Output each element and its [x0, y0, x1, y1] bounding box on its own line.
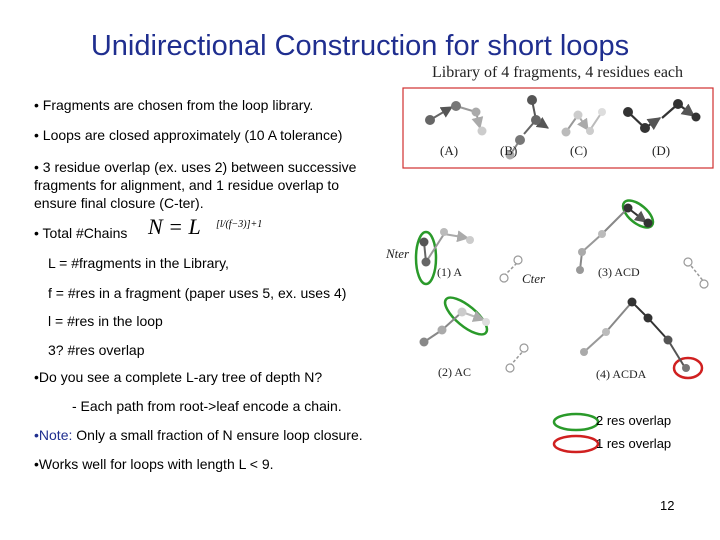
- panel-label-1: (1) A: [437, 265, 462, 279]
- fragment-label-d: (D): [652, 143, 671, 158]
- slide-title: Unidirectional Construction for short loops: [90, 30, 630, 62]
- bullet-overlap-3: ensure final closure (C-ter).: [34, 195, 204, 211]
- def-l: l = #res in the loop: [48, 313, 163, 329]
- fragment-label-b: (B): [500, 143, 518, 158]
- bullet-closure: • Loops are closed approximately (10 A tolerance): [34, 127, 343, 143]
- note-label: •Note:: [34, 427, 73, 443]
- fragment-c: [562, 108, 607, 137]
- fragment-a: [425, 101, 487, 136]
- def-L: L = #fragments in the Library,: [48, 255, 229, 271]
- legend-red-label: 1 res overlap: [596, 436, 672, 451]
- bullet-overlap-1: • 3 residue overlap (ex. uses 2) between successive: [34, 159, 357, 175]
- panel-2-ac: [420, 292, 529, 372]
- library-caption: Library of 4 fragments, 4 residues each: [432, 64, 684, 81]
- panel-label-2: (2) AC: [438, 365, 471, 379]
- bullet-fragments: • Fragments are chosen from the loop library.: [34, 97, 314, 113]
- bullet-length: •Works well for loops with length L < 9.: [34, 456, 274, 472]
- cter-label: Cter: [522, 271, 546, 286]
- def-overlap: 3? #res overlap: [48, 342, 145, 358]
- nter-label: Nter: [386, 246, 410, 261]
- page-number: 12: [660, 498, 675, 513]
- panel-label-3: (3) ACD: [598, 265, 640, 279]
- bullet-overlap-2: fragments for alignment, and 1 residue overlap to: [34, 177, 340, 193]
- panel-label-4: (4) ACDA: [596, 367, 647, 381]
- formula-exponent: [l/(f−3)]+1: [216, 219, 263, 230]
- panel-1-a: [416, 228, 522, 284]
- panel-4-acda: [580, 298, 702, 379]
- fragment-label-c: (C): [570, 143, 588, 158]
- bullet-tree-question: •Do you see a complete L-ary tree of depth N?: [34, 369, 323, 385]
- legend-green-label: 2 res overlap: [596, 413, 672, 428]
- def-f: f = #res in a fragment (paper uses 5, ex. uses 4): [48, 285, 347, 301]
- note-text: Only a small fraction of N ensure loop closure.: [72, 427, 363, 443]
- panel-3-acd: [576, 196, 708, 288]
- bullet-path: - Each path from root->leaf encode a chain.: [72, 398, 342, 414]
- bullet-total-chains: • Total #Chains: [34, 225, 128, 241]
- fragment-label-a: (A): [440, 143, 459, 158]
- legend-green-swatch: [554, 414, 598, 430]
- legend-red-swatch: [554, 436, 598, 452]
- fragment-d: [623, 99, 701, 133]
- formula-lhs: N = L: [148, 214, 201, 239]
